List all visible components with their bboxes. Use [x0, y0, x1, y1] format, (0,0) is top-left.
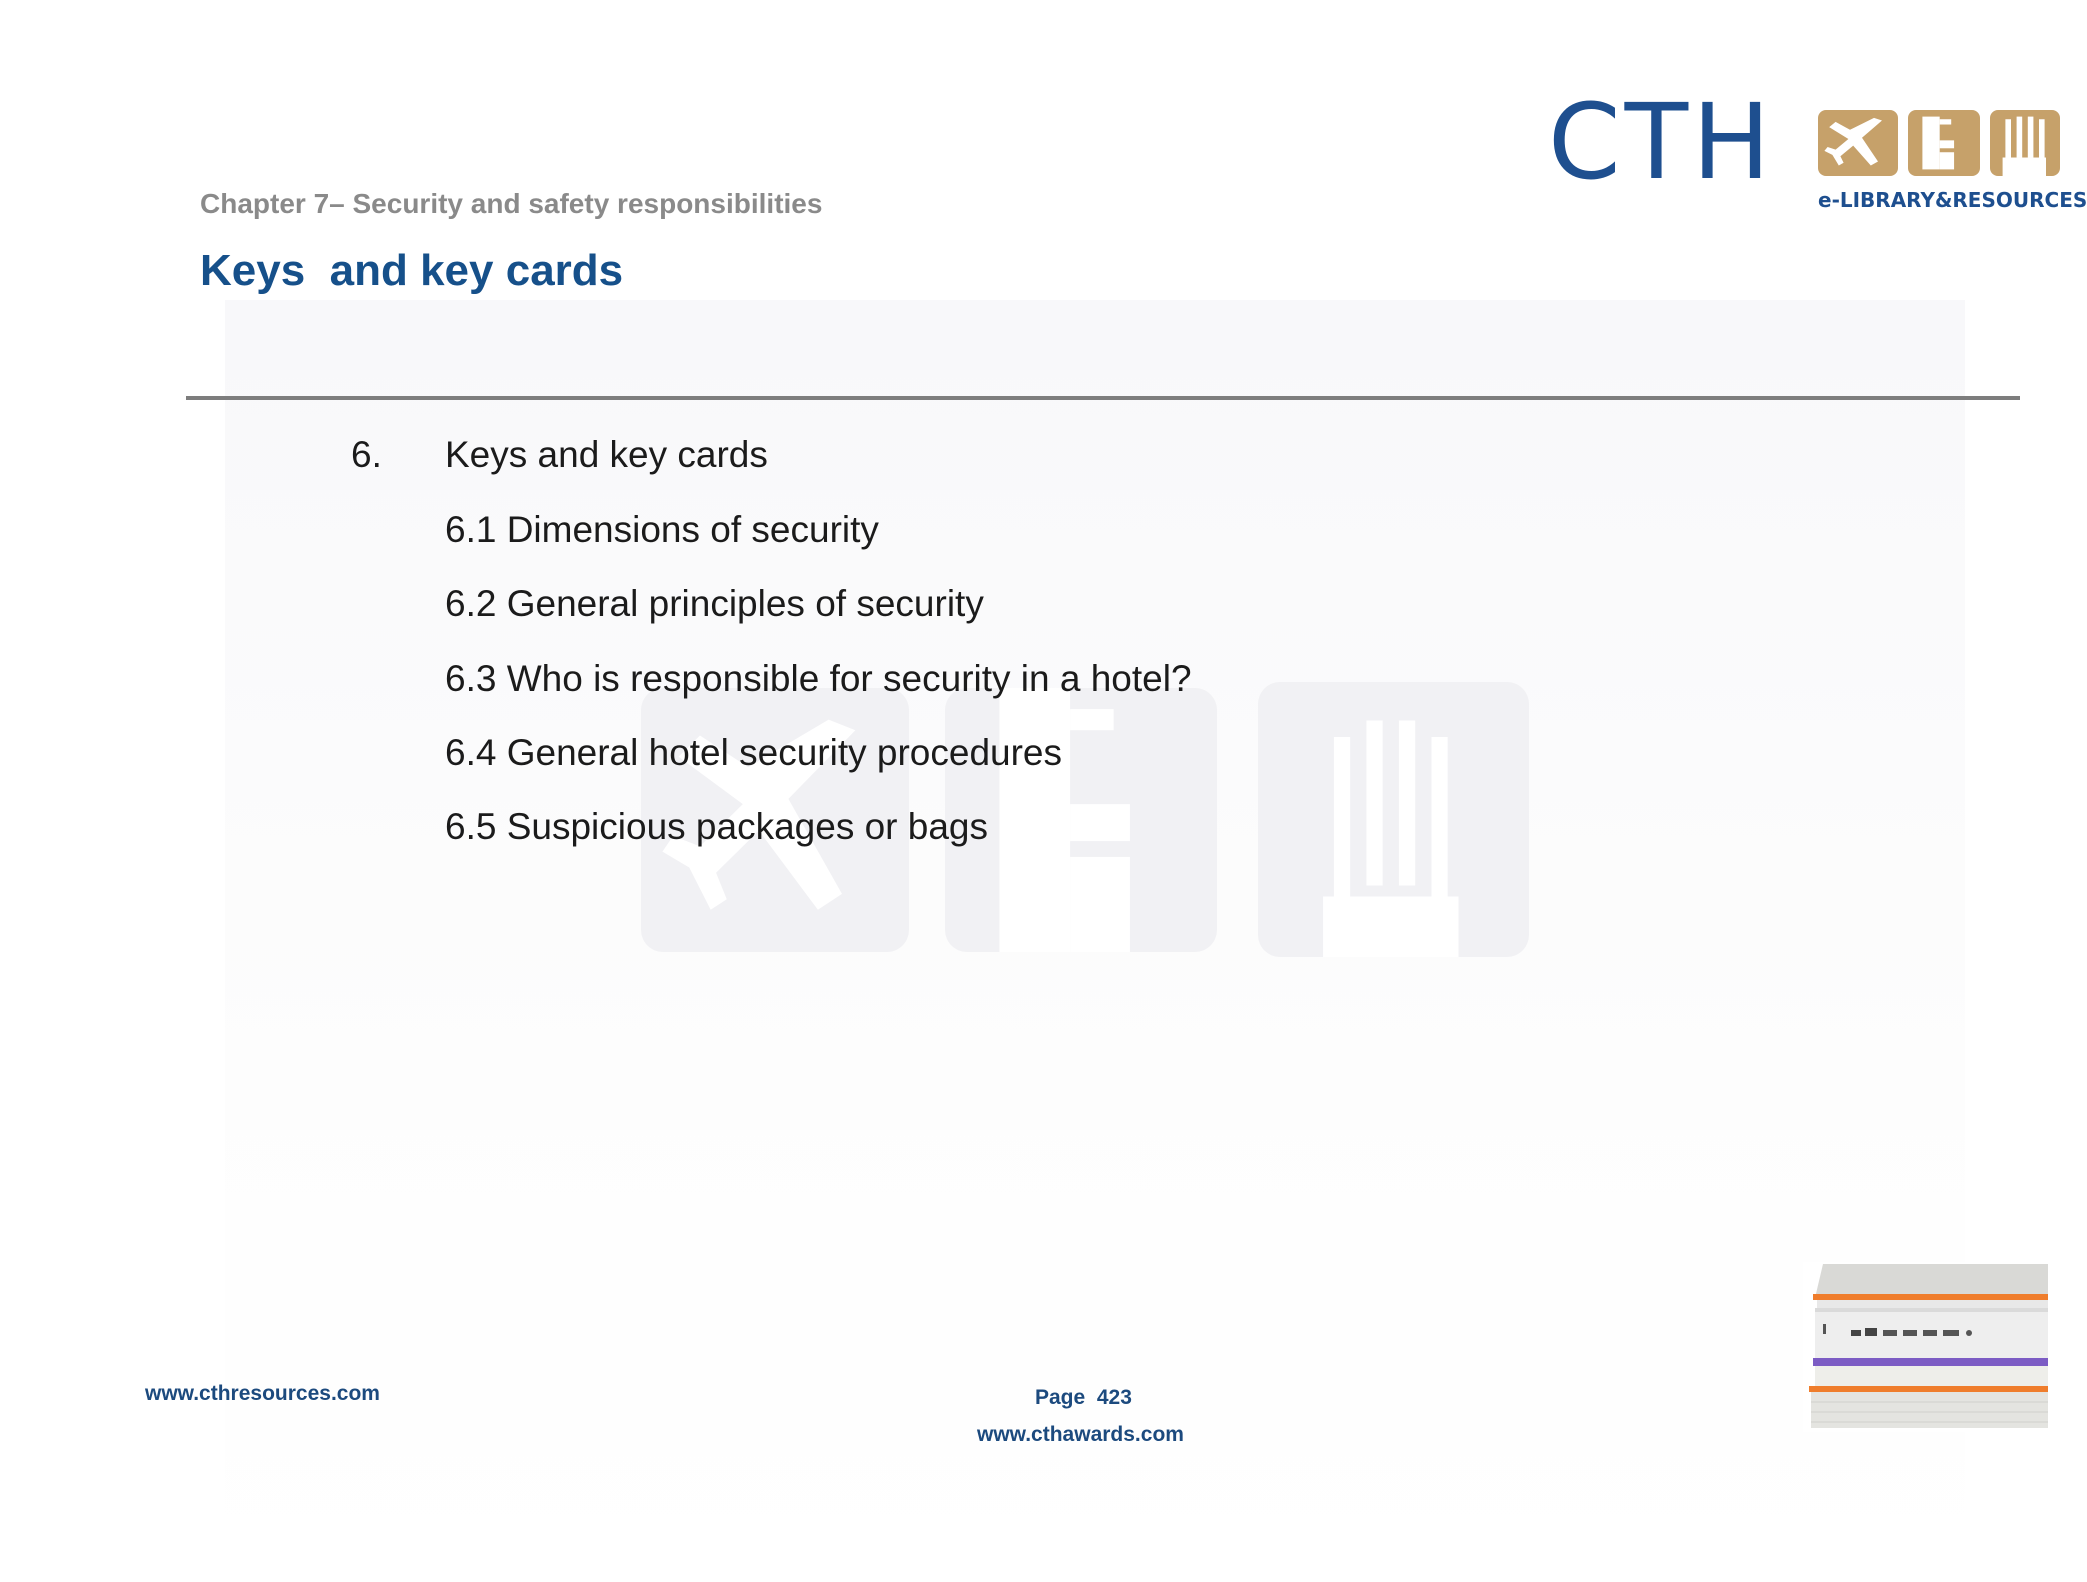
- list-item: 6.5 Suspicious packages or bags: [445, 806, 989, 847]
- page-number: Page 423: [1035, 1386, 1132, 1409]
- list-item: 6.2 General principles of security: [445, 583, 984, 624]
- airplane-icon: [1818, 110, 1898, 176]
- cth-logo: [1548, 81, 2087, 221]
- list-item: 6.1 Dimensions of security: [445, 509, 879, 550]
- fork-icon: [1990, 110, 2060, 176]
- chapter-heading: Chapter 7– Security and safety responsibilities: [200, 188, 823, 219]
- device-books-image: [1803, 1262, 2048, 1432]
- footer-website-link[interactable]: www.cthresources.com: [145, 1382, 380, 1405]
- page-title: Keys and key cards: [200, 246, 624, 295]
- list-item: 6.4 General hotel security procedures: [445, 732, 1063, 773]
- footer-awards-link[interactable]: www.cthawards.com: [977, 1423, 1184, 1446]
- key-icon: [1908, 110, 1980, 176]
- section-number: 6.: [351, 434, 382, 475]
- section-heading: Keys and key cards: [445, 434, 768, 475]
- logo-tagline: e-LIBRARY&RESOURCES: [1818, 188, 2087, 212]
- list-item: 6.3 Who is responsible for security in a hotel?: [445, 658, 1192, 699]
- watermark-fork-icon: [1258, 682, 1529, 957]
- header-divider: [186, 396, 2020, 400]
- logo-wordmark: CTH: [1548, 81, 1775, 203]
